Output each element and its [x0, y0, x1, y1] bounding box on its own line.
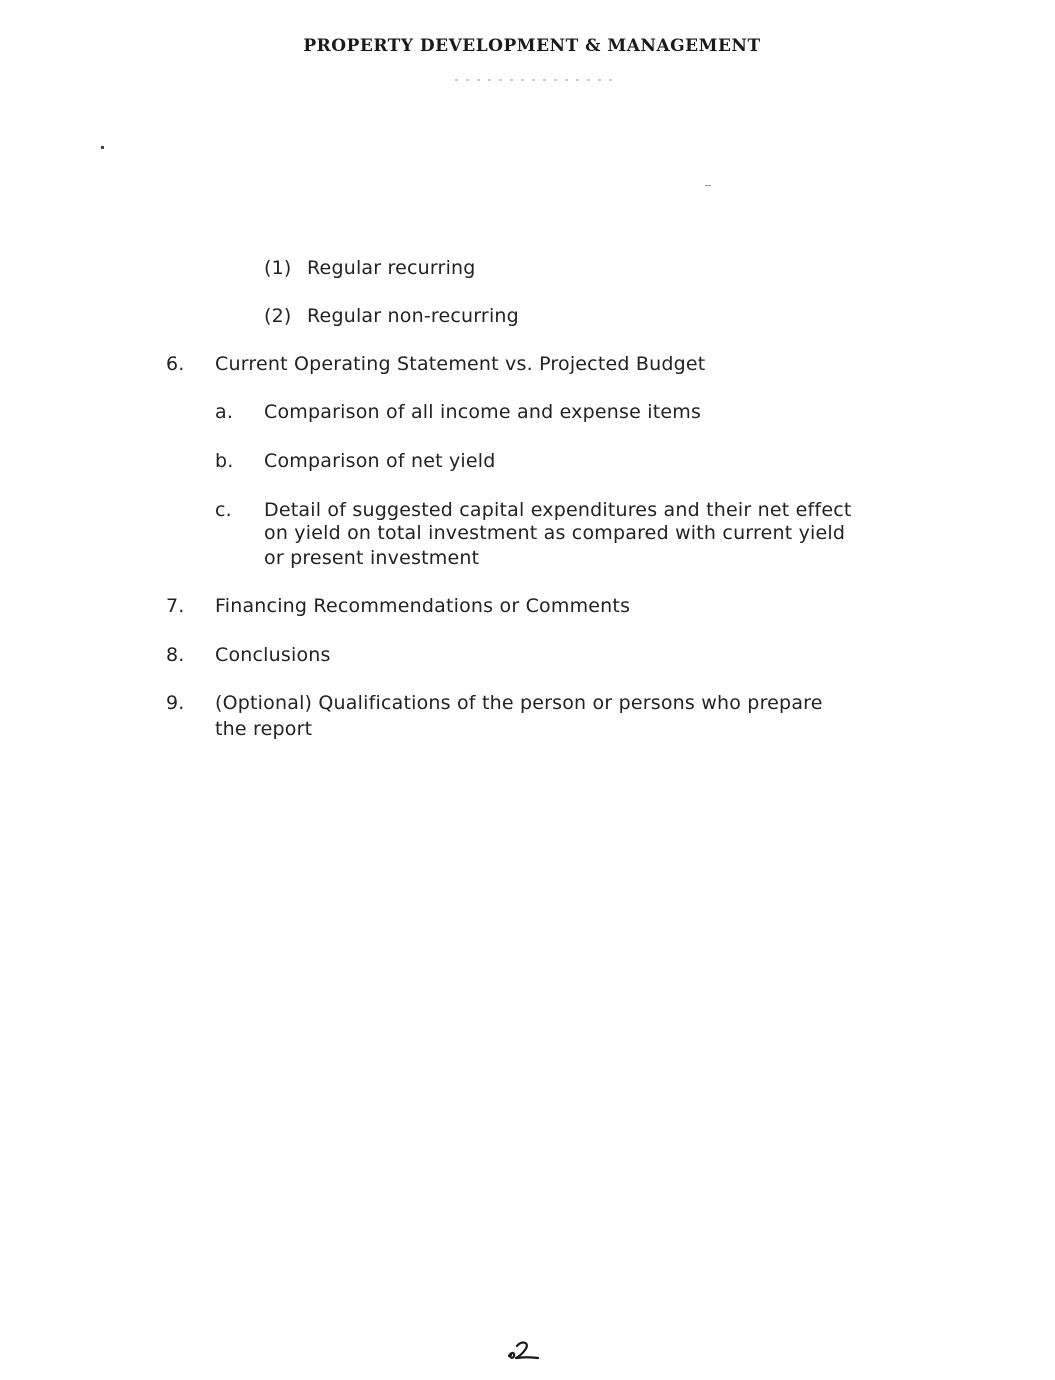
- list-text: Conclusions: [215, 644, 331, 666]
- list-marker: c.: [215, 499, 232, 521]
- list-text: Regular non-recurring: [307, 305, 519, 327]
- list-text: Financing Recommendations or Comments: [215, 595, 631, 617]
- list-text: (Optional) Qualifications of the person or persons who prepare: [215, 692, 823, 714]
- list-marker: 6.: [166, 353, 185, 375]
- list-marker: b.: [215, 450, 234, 472]
- list-marker: (1): [264, 257, 292, 279]
- list-text: Detail of suggested capital expenditures and their net effect: [264, 499, 852, 521]
- list-marker: 8.: [166, 644, 185, 666]
- stray-mark: [101, 146, 104, 149]
- list-text: the report: [215, 718, 313, 740]
- list-text: Comparison of all income and expense items: [264, 401, 702, 423]
- list-text: Current Operating Statement vs. Projected Budget: [215, 353, 706, 375]
- list-text: Comparison of net yield: [264, 450, 496, 472]
- handwritten-page-number: [505, 1338, 545, 1362]
- list-text: or present investment: [264, 547, 480, 569]
- list-text: Regular recurring: [307, 257, 476, 279]
- list-text: on yield on total investment as compared with current yield: [264, 522, 846, 544]
- list-marker: 9.: [166, 692, 185, 714]
- list-marker: (2): [264, 305, 292, 327]
- header-underline-marks: [455, 79, 615, 81]
- stray-mark: [705, 185, 711, 186]
- page-header: PROPERTY DEVELOPMENT & MANAGEMENT: [303, 36, 761, 56]
- list-marker: 7.: [166, 595, 185, 617]
- list-marker: a.: [215, 401, 234, 423]
